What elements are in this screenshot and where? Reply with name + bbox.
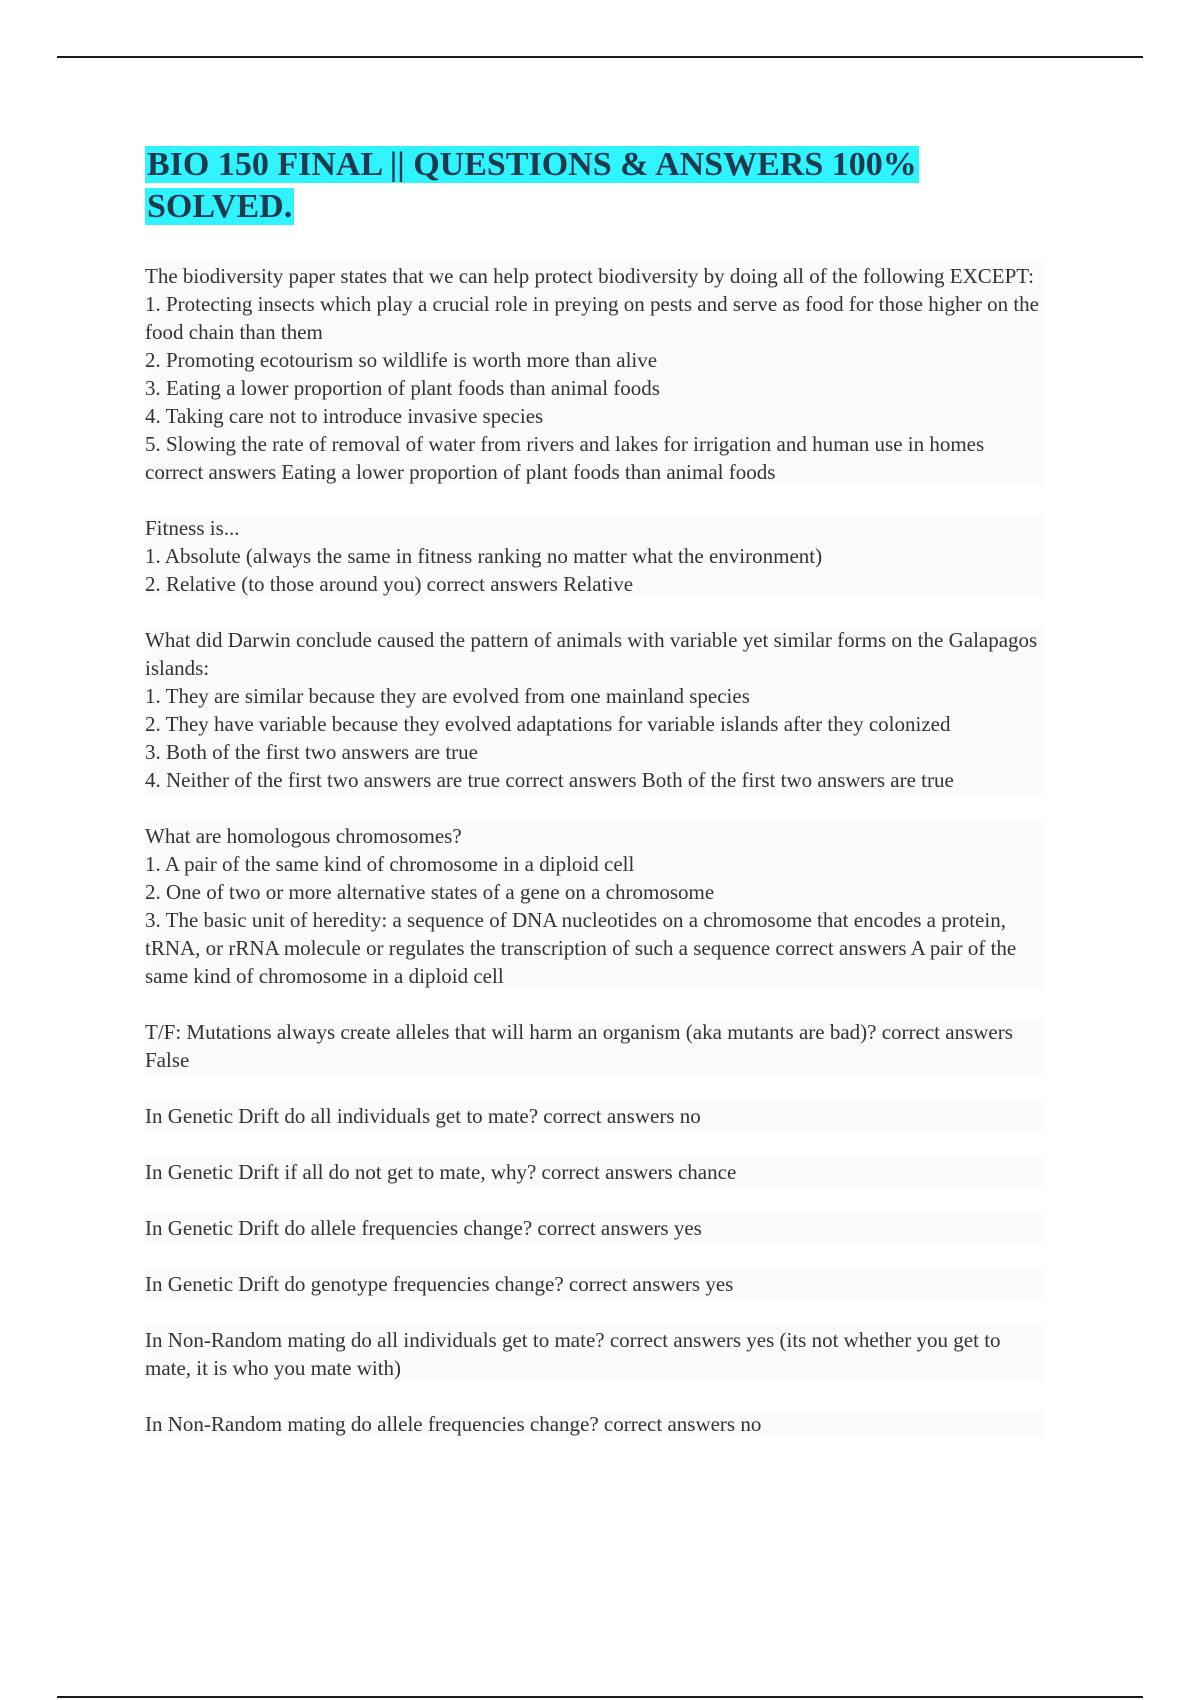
document-body [145,144,1045,1466]
qa-line: Fitness is... [145,514,1045,542]
top-rule [57,56,1143,58]
qa-item [145,514,1045,598]
qa-item [145,1410,1045,1438]
qa-line: What are homologous chromosomes? [145,822,1045,850]
qa-item [145,262,1045,486]
qa-line: 3. The basic unit of heredity: a sequence of DNA nucleotides on a chromosome that encodes a protein, tRNA, or rRNA molecule or regulates the transcription of such a sequence correct answers A pair of the same kind of chromosome in a diploid cell [145,906,1045,990]
qa-line: In Genetic Drift do allele frequencies change? correct answers yes [145,1214,1045,1242]
qa-item [145,1214,1045,1242]
qa-line: In Genetic Drift do all individuals get to mate? correct answers no [145,1102,1045,1130]
qa-line: In Genetic Drift if all do not get to mate, why? correct answers chance [145,1158,1045,1186]
qa-item [145,1018,1045,1074]
qa-line: In Non-Random mating do all individuals get to mate? correct answers yes (its not whether you get to mate, it is who you mate with) [145,1326,1045,1382]
qa-line: In Genetic Drift do genotype frequencies change? correct answers yes [145,1270,1045,1298]
qa-item [145,626,1045,794]
qa-line: In Non-Random mating do allele frequencies change? correct answers no [145,1410,1045,1438]
qa-item [145,1326,1045,1382]
qa-line: 2. One of two or more alternative states of a gene on a chromosome [145,878,1045,906]
qa-item [145,1102,1045,1130]
document-title-text: BIO 150 FINAL || QUESTIONS & ANSWERS 100% SOLVED. [147,146,917,225]
document-title [145,144,1045,228]
qa-line: 1. A pair of the same kind of chromosome in a diploid cell [145,850,1045,878]
bottom-rule [57,1696,1143,1698]
qa-line: 2. Promoting ecotourism so wildlife is worth more than alive [145,346,1045,374]
qa-line: 3. Both of the first two answers are true [145,738,1045,766]
qa-line: 3. Eating a lower proportion of plant foods than animal foods [145,374,1045,402]
qa-line: 1. Protecting insects which play a crucial role in preying on pests and serve as food for those higher on the food chain than them [145,290,1045,346]
qa-line: 1. They are similar because they are evolved from one mainland species [145,682,1045,710]
qa-line: 1. Absolute (always the same in fitness ranking no matter what the environment) [145,542,1045,570]
qa-line: What did Darwin conclude caused the pattern of animals with variable yet similar forms on the Galapagos islands: [145,626,1045,682]
qa-line: 4. Neither of the first two answers are true correct answers Both of the first two answers are true [145,766,1045,794]
qa-line: 5. Slowing the rate of removal of water from rivers and lakes for irrigation and human use in homes correct answers Eating a lower proportion of plant foods than animal foods [145,430,1045,486]
qa-line: The biodiversity paper states that we can help protect biodiversity by doing all of the following EXCEPT: [145,262,1045,290]
qa-line: 2. They have variable because they evolved adaptations for variable islands after they colonized [145,710,1045,738]
qa-item [145,822,1045,990]
qa-line: 4. Taking care not to introduce invasive species [145,402,1045,430]
qa-item [145,1158,1045,1186]
qa-line: 2. Relative (to those around you) correct answers Relative [145,570,1045,598]
qa-line: T/F: Mutations always create alleles that will harm an organism (aka mutants are bad)? correct answers False [145,1018,1045,1074]
qa-item [145,1270,1045,1298]
